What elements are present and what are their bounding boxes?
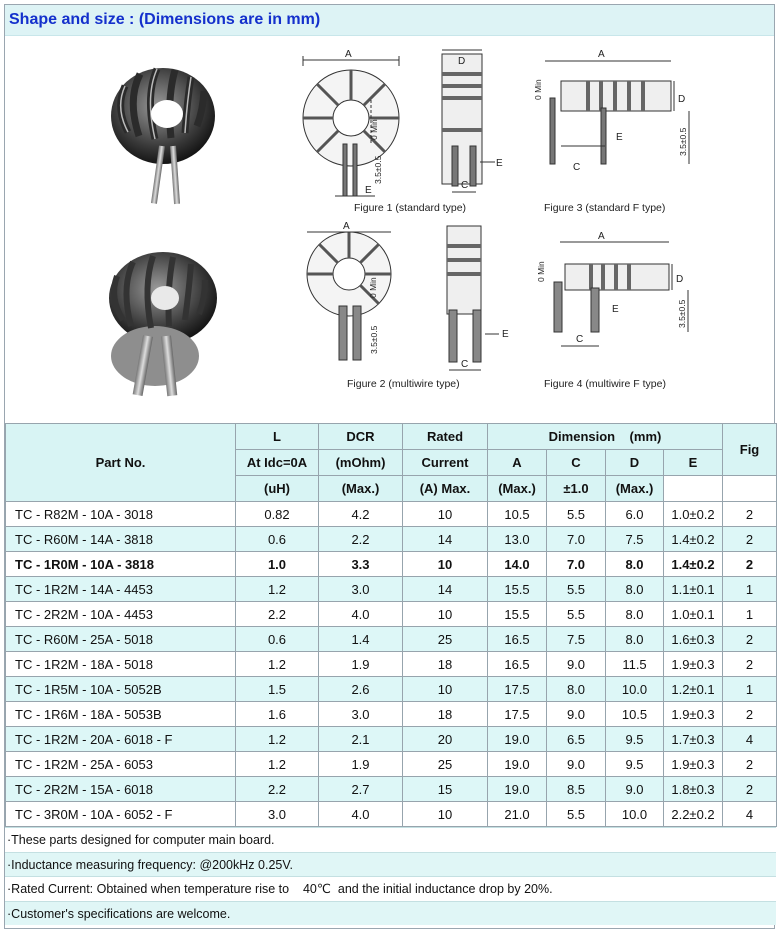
cell-c: 7.0 xyxy=(547,527,606,552)
cell-e: 1.9±0.3 xyxy=(664,652,723,677)
header-dimension: Dimension (mm) xyxy=(488,424,723,450)
cell-l: 2.2 xyxy=(236,777,319,802)
cell-rated: 10 xyxy=(403,552,488,577)
cell-e: 1.4±0.2 xyxy=(664,527,723,552)
header-dcr-unit: (Max.) xyxy=(319,476,403,502)
note-item: ·These parts designed for computer main board. xyxy=(5,827,776,852)
cell-d: 9.0 xyxy=(606,777,664,802)
cell-e: 1.0±0.2 xyxy=(664,502,723,527)
cell-l: 1.2 xyxy=(236,727,319,752)
fig3-label-d: D xyxy=(678,94,686,105)
cell-e: 1.9±0.3 xyxy=(664,752,723,777)
cell-l: 1.0 xyxy=(236,552,319,577)
cell-d: 8.0 xyxy=(606,552,664,577)
header-dim-a-unit: (Max.) xyxy=(488,476,547,502)
fig1-label-a: A xyxy=(345,49,352,60)
cell-c: 8.0 xyxy=(547,677,606,702)
cell-fig: 4 xyxy=(723,727,777,752)
cell-d: 11.5 xyxy=(606,652,664,677)
cell-d: 9.5 xyxy=(606,727,664,752)
figure-2-caption: Figure 2 (multiwire type) xyxy=(347,378,460,390)
fig4-label-d: D xyxy=(676,274,684,285)
fig3-label-lead: 3.5±0.5 xyxy=(678,127,688,156)
fig3-label-a: A xyxy=(598,49,605,60)
cell-fig: 2 xyxy=(723,552,777,577)
fig3-label-e: E xyxy=(616,132,623,143)
figure-4-drawing xyxy=(554,242,688,346)
cell-e: 1.4±0.2 xyxy=(664,552,723,577)
header-l-sub: At Idc=0A xyxy=(236,450,319,476)
cell-l: 1.2 xyxy=(236,652,319,677)
spec-table xyxy=(5,423,777,827)
cell-fig: 2 xyxy=(723,777,777,802)
cell-c: 5.5 xyxy=(547,502,606,527)
cell-rated: 14 xyxy=(403,577,488,602)
cell-e: 1.1±0.1 xyxy=(664,577,723,602)
header-rated-unit: (A) Max. xyxy=(403,476,488,502)
fig1-label-0min: 0 Min xyxy=(369,119,379,140)
cell-rated: 10 xyxy=(403,677,488,702)
cell-rated: 18 xyxy=(403,702,488,727)
header-l-unit: (uH) xyxy=(236,476,319,502)
cell-part: TC - 1R2M - 14A - 4453 xyxy=(6,577,236,602)
cell-part: TC - 1R6M - 18A - 5053B xyxy=(6,702,236,727)
header-l: L xyxy=(236,424,319,450)
fig4-label-lead: 3.5±0.5 xyxy=(677,299,687,328)
figure-1-drawing xyxy=(303,50,495,196)
fig2-label-e: E xyxy=(502,329,509,340)
figure-2-drawing xyxy=(307,226,499,370)
page-title: Shape and size : (Dimensions are in mm) xyxy=(9,11,321,28)
notes xyxy=(5,827,776,925)
cell-fig: 2 xyxy=(723,527,777,552)
fig3-label-c: C xyxy=(573,162,581,173)
toroid-photo-standard xyxy=(111,68,215,204)
header-dim-d-unit: (Max.) xyxy=(606,476,664,502)
header-dcr-sub: (mOhm) xyxy=(319,450,403,476)
cell-part: TC - 2R2M - 15A - 6018 xyxy=(6,777,236,802)
cell-a: 10.5 xyxy=(488,502,547,527)
fig2-label-c: C xyxy=(461,359,469,370)
spec-rows xyxy=(6,502,777,827)
cell-d: 10.0 xyxy=(606,677,664,702)
cell-part: TC - 2R2M - 10A - 4453 xyxy=(6,602,236,627)
cell-fig: 1 xyxy=(723,577,777,602)
cell-dcr: 1.4 xyxy=(319,627,403,652)
fig2-label-a: A xyxy=(343,221,350,232)
cell-d: 7.5 xyxy=(606,527,664,552)
cell-part: TC - R60M - 14A - 3818 xyxy=(6,527,236,552)
cell-c: 5.5 xyxy=(547,577,606,602)
cell-fig: 2 xyxy=(723,702,777,727)
cell-c: 6.5 xyxy=(547,727,606,752)
cell-c: 7.5 xyxy=(547,627,606,652)
cell-a: 15.5 xyxy=(488,602,547,627)
cell-d: 6.0 xyxy=(606,502,664,527)
header-dim-c: C xyxy=(547,450,606,476)
cell-d: 8.0 xyxy=(606,577,664,602)
cell-e: 1.8±0.3 xyxy=(664,777,723,802)
cell-c: 9.0 xyxy=(547,702,606,727)
cell-rated: 18 xyxy=(403,652,488,677)
cell-dcr: 4.0 xyxy=(319,602,403,627)
cell-dcr: 1.9 xyxy=(319,752,403,777)
cell-c: 5.5 xyxy=(547,802,606,827)
header-dim-e-unit xyxy=(664,476,723,502)
cell-a: 13.0 xyxy=(488,527,547,552)
cell-rated: 15 xyxy=(403,777,488,802)
cell-part: TC - 1R0M - 10A - 3818 xyxy=(6,552,236,577)
cell-l: 1.6 xyxy=(236,702,319,727)
cell-dcr: 3.3 xyxy=(319,552,403,577)
fig3-label-0min: 0 Min xyxy=(533,79,543,100)
cell-e: 1.7±0.3 xyxy=(664,727,723,752)
cell-l: 0.6 xyxy=(236,527,319,552)
cell-e: 2.2±0.2 xyxy=(664,802,723,827)
cell-c: 5.5 xyxy=(547,602,606,627)
cell-l: 3.0 xyxy=(236,802,319,827)
header-fig-unit xyxy=(723,476,777,502)
cell-e: 1.0±0.1 xyxy=(664,602,723,627)
cell-rated: 10 xyxy=(403,602,488,627)
fig1-label-c: C xyxy=(461,180,469,191)
title-bar xyxy=(5,5,774,36)
cell-dcr: 2.6 xyxy=(319,677,403,702)
cell-fig: 1 xyxy=(723,677,777,702)
cell-a: 14.0 xyxy=(488,552,547,577)
cell-a: 17.5 xyxy=(488,702,547,727)
fig2-label-0min: 0 Min xyxy=(368,277,378,298)
note-item: ·Rated Current: Obtained when temperature rise to 40℃ and the initial inductance drop by 20%. xyxy=(5,876,776,901)
cell-e: 1.9±0.3 xyxy=(664,702,723,727)
header-rated-sub: Current xyxy=(403,450,488,476)
note-item: ·Inductance measuring frequency: @200kHz 0.25V. xyxy=(5,852,776,877)
cell-e: 1.2±0.1 xyxy=(664,677,723,702)
cell-dcr: 1.9 xyxy=(319,652,403,677)
figure-1-caption: Figure 1 (standard type) xyxy=(354,202,467,214)
cell-rated: 14 xyxy=(403,527,488,552)
cell-a: 17.5 xyxy=(488,677,547,702)
figure-area xyxy=(5,36,774,424)
cell-part: TC - 1R2M - 20A - 6018 - F xyxy=(6,727,236,752)
cell-part: TC - 3R0M - 10A - 6052 - F xyxy=(6,802,236,827)
cell-rated: 20 xyxy=(403,727,488,752)
fig2-label-lead: 3.5±0.5 xyxy=(369,325,379,354)
cell-d: 8.0 xyxy=(606,602,664,627)
note-item: ·Customer's specifications are welcome. xyxy=(5,901,776,926)
cell-c: 9.0 xyxy=(547,752,606,777)
cell-part: TC - 1R2M - 25A - 6053 xyxy=(6,752,236,777)
cell-part: TC - 1R2M - 18A - 5018 xyxy=(6,652,236,677)
cell-c: 9.0 xyxy=(547,652,606,677)
cell-d: 9.5 xyxy=(606,752,664,777)
header-dim-c-unit: ±1.0 xyxy=(547,476,606,502)
fig4-label-0min: 0 Min xyxy=(536,261,546,282)
cell-dcr: 4.2 xyxy=(319,502,403,527)
cell-a: 19.0 xyxy=(488,727,547,752)
cell-l: 1.5 xyxy=(236,677,319,702)
cell-dcr: 2.7 xyxy=(319,777,403,802)
cell-a: 19.0 xyxy=(488,777,547,802)
cell-l: 1.2 xyxy=(236,577,319,602)
fig1-label-e2: E xyxy=(496,158,503,169)
header-dcr: DCR xyxy=(319,424,403,450)
cell-fig: 2 xyxy=(723,502,777,527)
cell-a: 15.5 xyxy=(488,577,547,602)
header-dim-e: E xyxy=(664,450,723,476)
fig4-label-e: E xyxy=(612,304,619,315)
cell-d: 10.5 xyxy=(606,702,664,727)
toroid-photo-multiwire xyxy=(109,252,217,396)
fig1-label-lead: 3.5±0.5 xyxy=(373,155,383,184)
cell-c: 7.0 xyxy=(547,552,606,577)
cell-l: 1.2 xyxy=(236,752,319,777)
cell-dcr: 3.0 xyxy=(319,577,403,602)
cell-rated: 25 xyxy=(403,627,488,652)
cell-a: 21.0 xyxy=(488,802,547,827)
figure-3-caption: Figure 3 (standard F type) xyxy=(544,202,666,214)
spec-sheet xyxy=(4,4,775,929)
cell-fig: 2 xyxy=(723,752,777,777)
cell-e: 1.6±0.3 xyxy=(664,627,723,652)
cell-a: 16.5 xyxy=(488,652,547,677)
figure-4-caption: Figure 4 (multiwire F type) xyxy=(544,378,666,390)
header-part-no: Part No. xyxy=(6,424,236,502)
cell-d: 8.0 xyxy=(606,627,664,652)
fig4-label-c: C xyxy=(576,334,584,345)
cell-fig: 1 xyxy=(723,602,777,627)
header-fig: Fig xyxy=(723,424,777,476)
fig1-label-e: E xyxy=(365,185,372,196)
cell-rated: 10 xyxy=(403,802,488,827)
cell-part: TC - R82M - 10A - 3018 xyxy=(6,502,236,527)
cell-part: TC - R60M - 25A - 5018 xyxy=(6,627,236,652)
figures-svg xyxy=(5,36,776,424)
fig4-label-a: A xyxy=(598,231,605,242)
cell-dcr: 4.0 xyxy=(319,802,403,827)
fig1-label-d: D xyxy=(458,56,466,67)
cell-a: 19.0 xyxy=(488,752,547,777)
cell-l: 0.82 xyxy=(236,502,319,527)
cell-l: 2.2 xyxy=(236,602,319,627)
header-dim-d: D xyxy=(606,450,664,476)
cell-dcr: 2.1 xyxy=(319,727,403,752)
cell-fig: 4 xyxy=(723,802,777,827)
cell-rated: 10 xyxy=(403,502,488,527)
cell-rated: 25 xyxy=(403,752,488,777)
figure-3-drawing xyxy=(545,61,689,164)
cell-d: 10.0 xyxy=(606,802,664,827)
cell-c: 8.5 xyxy=(547,777,606,802)
cell-a: 16.5 xyxy=(488,627,547,652)
header-dim-a: A xyxy=(488,450,547,476)
header-rated: Rated xyxy=(403,424,488,450)
cell-fig: 2 xyxy=(723,627,777,652)
cell-dcr: 2.2 xyxy=(319,527,403,552)
cell-fig: 2 xyxy=(723,652,777,677)
cell-l: 0.6 xyxy=(236,627,319,652)
cell-part: TC - 1R5M - 10A - 5052B xyxy=(6,677,236,702)
cell-dcr: 3.0 xyxy=(319,702,403,727)
